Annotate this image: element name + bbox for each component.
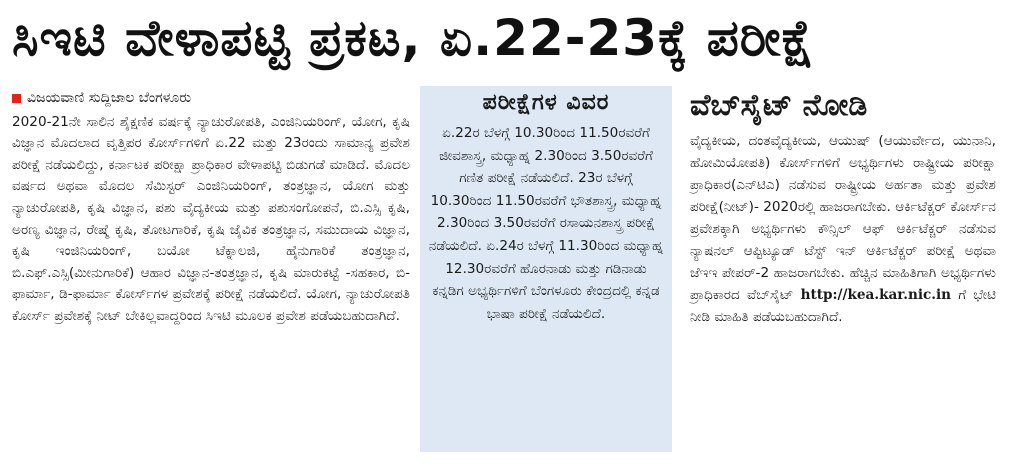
exam-details-title: ಪರೀಕ್ಷೆಗಳ ವಿವರ bbox=[482, 90, 610, 115]
left-column bbox=[12, 88, 410, 328]
headline: ಸಿಇಟಿ ವೇಳಾಪಟ್ಟಿ ಪ್ರಕಟ, ಏ.22-23ಕ್ಕೆ ಪರೀಕ್ಷೆ bbox=[12, 9, 815, 67]
website-section-text bbox=[690, 130, 996, 328]
website-url: http://kea.kar.nic.in bbox=[800, 287, 952, 303]
byline-marker-icon bbox=[12, 94, 21, 103]
right-column bbox=[690, 86, 996, 328]
website-text-before: ವೈದ್ಯಕೀಯ, ದಂತವೈದ್ಯಕೀಯ, ಆಯುಷ್ (ಆಯುರ್ವೇದ, ಯುನಾನಿ, ಹೋಮಿಯೋಪತಿ) ಕೋರ್ಸ್‌ಗಳಿಗೆ ಅಭ್ಯರ್ಥಿಗಳು ರಾಷ್ಟ್ರೀಯ ಪರೀಕ್ಷಾ ಪ್ರಾಧಿಕಾರ(ಎನ್‌ಟಿಎ) ನಡೆಸುವ ರಾಷ್ಟ್ರೀಯ ಅರ್ಹತಾ ಮತ್ತು ಪ್ರವೇಶ ಪರೀಕ್ಷೆ(ನೀಟ್)- 2020ರಲ್ಲಿ ಹಾಜರಾಗಬೇಕು. ಆರ್ಕಿಟೆಕ್ಚರ್ ಕೋರ್ಸ್‌ನ ಪ್ರವೇಶಕ್ಕಾಗಿ ಅಭ್ಯರ್ಥಿಗಳು ಕೌನ್ಸಿಲ್ ಆಫ್ ಆರ್ಕಿಟೆಕ್ಚರ್ ನಡೆಸುವ ನ್ಯಾಷನಲ್ ಆಪ್ಟಿಟ್ಯೂಡ್ ಟೆಸ್ಟ್ ಇನ್ ಆರ್ಕಿಟೆಕ್ಚರ್ ಪರೀಕ್ಷೆ ಅಥವಾ ಜೆಇಇ ಪೇಪರ್-2 ಹಾಜರಾಗಬೇಕು. ಹೆಚ್ಚಿನ ಮಾಹಿತಿಗಾಗಿ ಅಭ್ಯರ್ಥಿಗಳು ಪ್ರಾಧಿಕಾರದ ವೆಬ್‌ಸೈಟ್ bbox=[690, 133, 996, 303]
byline bbox=[12, 88, 410, 110]
left-body-text: 2020-21ನೇ ಸಾಲಿನ ಶೈಕ್ಷಣಿಕ ವರ್ಷಕ್ಕೆ ನ್ಯಾಚುರೋಪತಿ, ಎಂಜಿನಿಯರಿಂಗ್, ಯೋಗ, ಕೃಷಿ ವಿಜ್ಞಾನ ಮೊದಲಾದ ವೃತ್ತಿಪರ ಕೋರ್ಸ್‌ಗಳಿಗೆ ಏ.22 ಮತ್ತು 23ರಂದು ಸಾಮಾನ್ಯ ಪ್ರವೇಶ ಪರೀಕ್ಷೆ ನಡೆಯಲಿದ್ದು, ಕರ್ನಾಟಕ ಪರೀಕ್ಷಾ ಪ್ರಾಧಿಕಾರ ವೇಳಾಪಟ್ಟಿ ಬಿಡುಗಡೆ ಮಾಡಿದೆ. ಮೊದಲ ವರ್ಷದ ಅಥವಾ ಮೊದಲ ಸೆಮಿಸ್ಟರ್ ಎಂಜಿನಿಯರಿಂಗ್, ತಂತ್ರಜ್ಞಾನ, ಯೋಗ ಮತ್ತು ನ್ಯಾಚುರೋಪತಿ, ಕೃಷಿ ವಿಜ್ಞಾನ, ಪಶು ವೈದ್ಯಕೀಯ ಮತ್ತು ಪಶುಸಂಗೋಪನೆ, ಬಿ.ಎಸ್ಸಿ ಕೃಷಿ, ಅರಣ್ಯ ವಿಜ್ಞಾನ, ರೇಷ್ಮೆ ಕೃಷಿ, ತೋಟಗಾರಿಕೆ, ಕೃಷಿ ಜೈವಿಕ ತಂತ್ರಜ್ಞಾನ, ಸಮುದಾಯ ವಿಜ್ಞಾನ, ಕೃಷಿ ಇಂಜಿನಿಯರಿಂಗ್, ಬಯೋ ಟೆಕ್ನಾಲಜಿ, ಹೈನುಗಾರಿಕೆ ತಂತ್ರಜ್ಞಾನ, ಬಿ.ಎಫ್.ಎಸ್ಸಿ(ಮೀನುಗಾರಿಕೆ) ಆಹಾರ ವಿಜ್ಞಾನ-ತಂತ್ರಜ್ಞಾನ, ಕೃಷಿ ಮಾರುಕಟ್ಟೆ -ಸಹಕಾರ, ಬಿ-ಫಾರ್ಮಾ, ಡಿ-ಫಾರ್ಮಾ ಕೋರ್ಸ್‌ಗಳ ಪ್ರವೇಶಕ್ಕೆ ಪರೀಕ್ಷೆ ನಡೆಯಲಿದೆ. ಯೋಗ, ನ್ಯಾಚುರೋಪತಿ ಕೋರ್ಸ್ ಪ್ರವೇಶಕ್ಕೆ ನೀಟ್ ಬೇಕಿಲ್ಲವಾದ್ದರಿಂದ ಸಿಇಟಿ ಮೂಲಕ ಪ್ರವೇಶ ಪಡೆಯಬಹುದಾಗಿದೆ. bbox=[12, 113, 410, 324]
exam-details-column bbox=[428, 86, 664, 325]
website-section-title: ವೆಬ್‌ಸೈಟ್ ನೋಡಿ bbox=[690, 88, 868, 123]
byline-text: ವಿಜಯವಾಣಿ ಸುದ್ದಿಜಾಲ ಬೆಂಗಳೂರು bbox=[27, 90, 192, 106]
website-text-after: ಗೆ ಭೇಟಿ ನೀಡಿ ಮಾಹಿತಿ ಪಡೆಯಬಹುದಾಗಿದೆ. bbox=[690, 287, 997, 325]
exam-details-text: ಏ.22ರ ಬೆಳಗ್ಗೆ 10.30ರಿಂದ 11.50ರವರೆಗೆ ಜೀವಶಾಸ್ತ್ರ, ಮಧ್ಯಾಹ್ನ 2.30ರಿಂದ 3.50ರವರೆಗೆ ಗಣಿತ ಪರೀಕ್ಷೆ ನಡೆಯಲಿದೆ. 23ರ ಬೆಳಗ್ಗೆ 10.30ರಿಂದ 11.50ರವರೆಗೆ ಭೌತಶಾಸ್ತ್ರ, ಮಧ್ಯಾಹ್ನ 2.30ರಿಂದ 3.50ರವರೆಗೆ ರಸಾಯನಶಾಸ್ತ್ರ ಪರೀಕ್ಷೆ ನಡೆಯಲಿದೆ. ಏ.24ರ ಬೆಳಗ್ಗೆ 11.30ರಿಂದ ಮಧ್ಯಾಹ್ನ 12.30ರವರೆಗೆ ಹೊರನಾಡು ಮತ್ತು ಗಡಿನಾಡು ಕನ್ನಡಿಗ ಅಭ್ಯರ್ಥಿಗಳಿಗೆ ಬೆಂಗಳೂರು ಕೇಂದ್ರದಲ್ಲಿ ಕನ್ನಡ ಭಾಷಾ ಪರೀಕ್ಷೆ ನಡೆಯಲಿದೆ. bbox=[428, 125, 664, 322]
